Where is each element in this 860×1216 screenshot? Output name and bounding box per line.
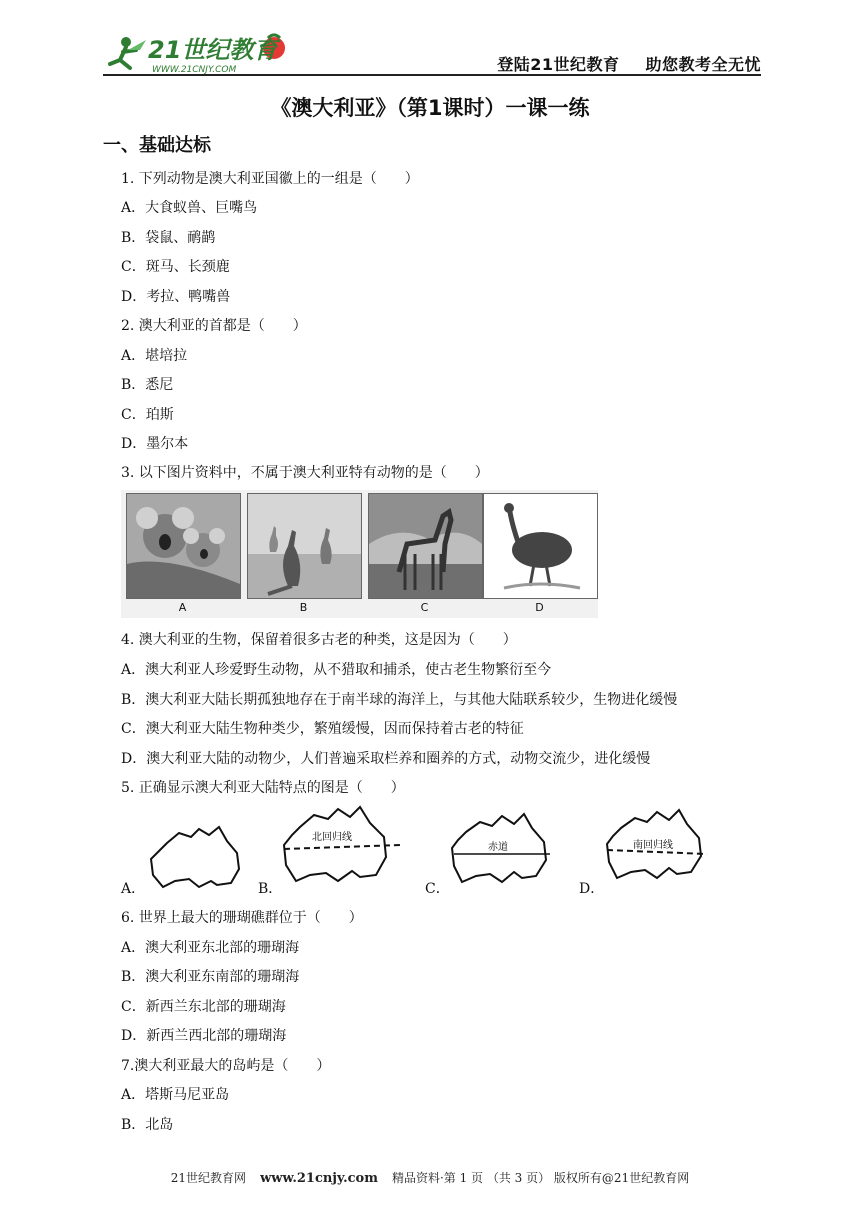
q7-option-b[interactable]: B．北岛: [121, 1117, 174, 1133]
q5-letter-b[interactable]: B．: [258, 881, 283, 897]
photo-label-a: A: [178, 601, 187, 614]
question-6: 6. 世界上最大的珊瑚礁群位于（ ）: [121, 910, 363, 926]
question-2: 2. 澳大利亚的首都是（ ）: [121, 318, 307, 334]
australia-map-a[interactable]: [145, 825, 245, 895]
footer-url[interactable]: www.21cnjy.com: [260, 1171, 378, 1186]
question-3: 3. 以下图片资料中，不属于澳大利亚特有动物的是（ ）: [121, 465, 489, 481]
brand-url: WWW.21CNJY.COM: [152, 65, 237, 75]
brand-logo: [106, 28, 296, 76]
page-title: 《澳大利亚》（第1课时）一课一练: [270, 96, 590, 120]
header-divider: [103, 74, 761, 76]
map-d-label: 南回归线: [633, 840, 673, 851]
animal-photos: [121, 490, 598, 618]
photo-label-d: D: [535, 601, 544, 614]
australia-map-c[interactable]: [448, 810, 553, 890]
australia-map-d[interactable]: [605, 808, 710, 890]
q5-letter-d[interactable]: D．: [579, 881, 605, 897]
footer-right: 精品资料·第 1 页 （共 3 页） 版权所有@21世纪教育网: [391, 1171, 690, 1185]
q4-option-a[interactable]: A．澳大利亚人珍爱野生动物，从不猎取和捕杀，使古老生物繁衍至今: [121, 662, 552, 678]
q2-option-a[interactable]: A．堪培拉: [121, 348, 188, 364]
q4-option-c[interactable]: C．澳大利亚大陆生物种类少，繁殖缓慢，因而保持着古老的特征: [121, 721, 524, 737]
q5-letter-a[interactable]: A．: [121, 881, 146, 897]
footer-left: 21世纪教育网: [170, 1171, 247, 1185]
q2-option-b[interactable]: B．悉尼: [121, 377, 174, 393]
q2-option-c[interactable]: C．珀斯: [121, 407, 174, 423]
question-4: 4. 澳大利亚的生物，保留着很多古老的种类，这是因为（ ）: [121, 632, 517, 648]
q4-option-d[interactable]: D．澳大利亚大陆的动物少，人们普遍采取栏养和圈养的方式，动物交流少，进化缓慢: [121, 751, 651, 767]
header-slogan-left: 登陆21世纪教育: [497, 55, 620, 74]
question-7: 7.澳大利亚最大的岛屿是（ ）: [121, 1058, 331, 1074]
map-b-label: 北回归线: [312, 832, 352, 843]
q7-option-a[interactable]: A．塔斯马尼亚岛: [121, 1087, 230, 1103]
q6-option-b[interactable]: B．澳大利亚东南部的珊瑚海: [121, 969, 300, 985]
q1-option-b[interactable]: B．袋鼠、鸸鹋: [121, 230, 216, 246]
page-footer: [0, 1169, 860, 1186]
kangaroo-photo[interactable]: [247, 493, 362, 599]
q1-option-a[interactable]: A．大食蚁兽、巨嘴鸟: [121, 200, 258, 216]
question-1: 1. 下列动物是澳大利亚国徽上的一组是（ ）: [121, 171, 419, 187]
q1-option-d[interactable]: D．考拉、鸭嘴兽: [121, 289, 231, 305]
photo-label-b: B: [299, 601, 308, 614]
q1-option-c[interactable]: C．斑马、长颈鹿: [121, 259, 230, 275]
photo-label-c: C: [420, 601, 429, 614]
q6-option-d[interactable]: D．新西兰西北部的珊瑚海: [121, 1028, 287, 1044]
brand-text: 21世纪教育: [148, 36, 278, 64]
emu-photo[interactable]: [483, 493, 598, 599]
koala-photo[interactable]: [126, 493, 241, 599]
question-5: 5. 正确显示澳大利亚大陆特点的图是（ ）: [121, 780, 405, 796]
section-heading: 一、基础达标: [103, 135, 211, 156]
map-c-label: 赤道: [488, 842, 508, 853]
q4-option-b[interactable]: B．澳大利亚大陆长期孤独地存在于南半球的海洋上，与其他大陆联系较少，生物进化缓慢: [121, 692, 678, 708]
header-slogan-right: 助您教考全无忧: [645, 55, 761, 74]
giraffe-photo[interactable]: [368, 493, 483, 599]
q6-option-c[interactable]: C．新西兰东北部的珊瑚海: [121, 999, 286, 1015]
q2-option-d[interactable]: D．墨尔本: [121, 436, 189, 452]
q6-option-a[interactable]: A．澳大利亚东北部的珊瑚海: [121, 940, 300, 956]
q5-letter-c[interactable]: C．: [425, 881, 450, 897]
header-slogan: [497, 52, 761, 75]
australia-map-b[interactable]: [280, 805, 405, 890]
